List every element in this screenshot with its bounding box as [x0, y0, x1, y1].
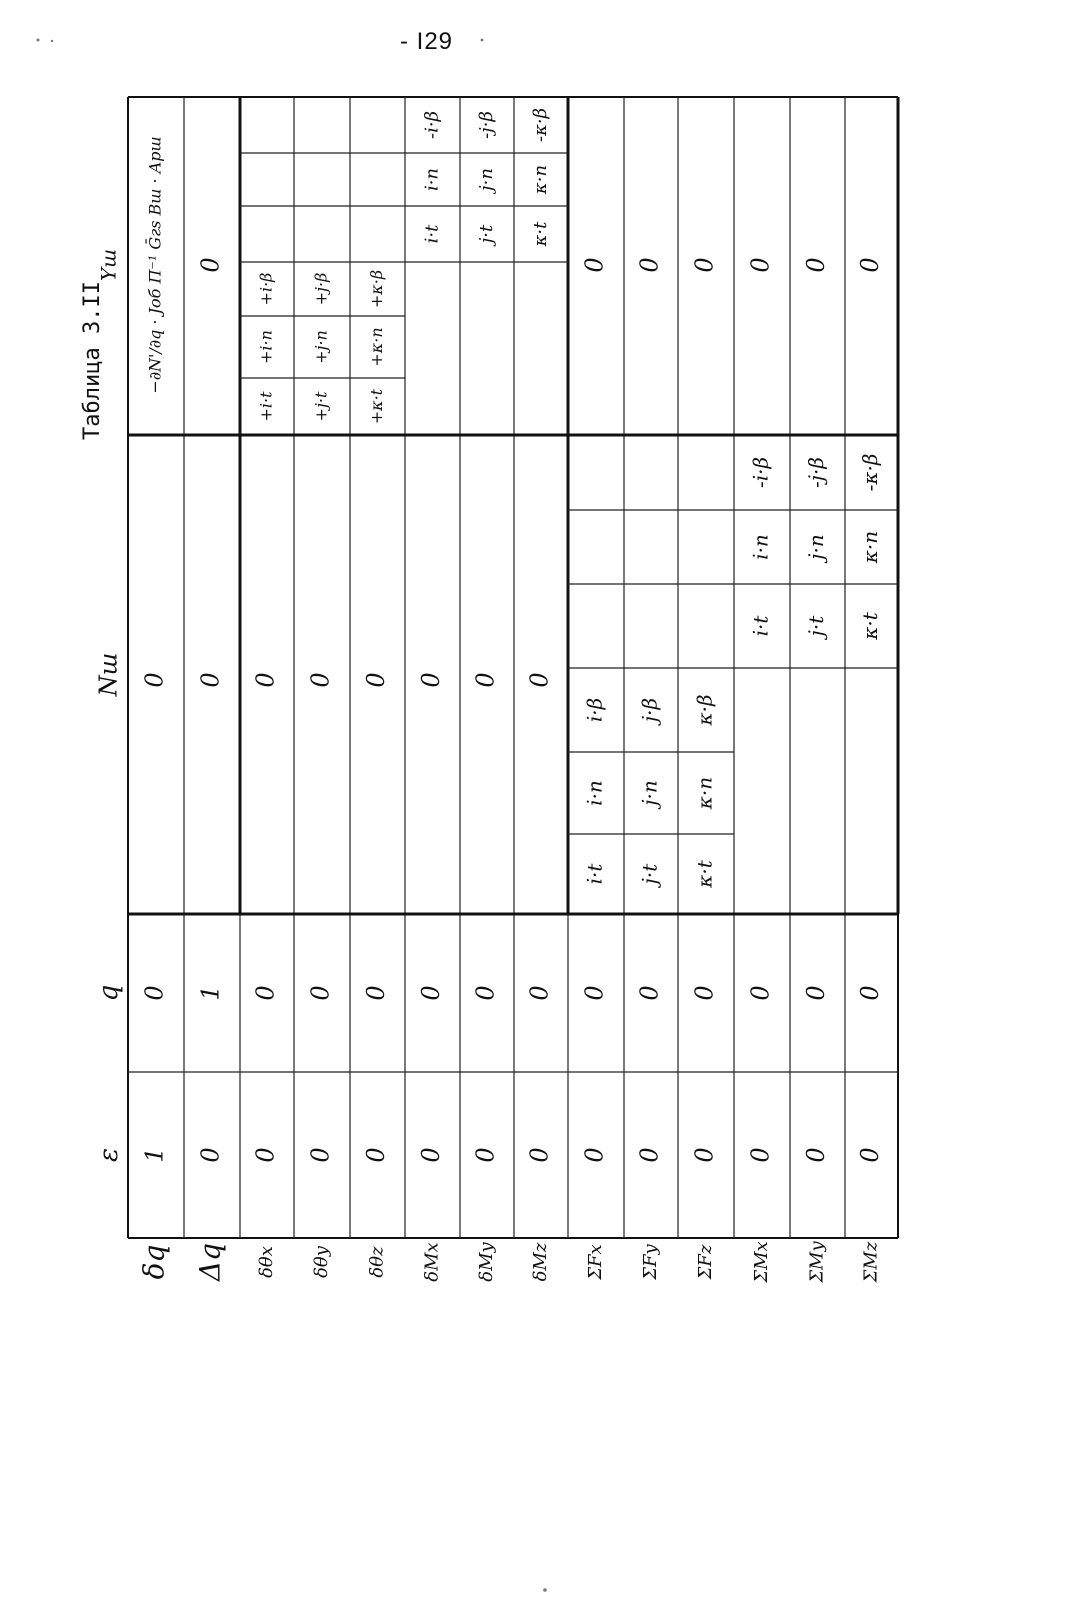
row-label: ΣMy [806, 1241, 828, 1283]
column-header-nw: Nш [94, 652, 123, 697]
nw-moment-cell: κ·n [858, 530, 882, 564]
nw-value: 0 [471, 672, 500, 688]
eps-value: 0 [635, 1147, 664, 1163]
row-label: δMz [530, 1242, 551, 1282]
nw-value: 0 [251, 672, 280, 688]
yw-top-cell: +κ·β [367, 269, 386, 309]
yw-mid-cell: j·n [476, 168, 497, 191]
nw-force-cell: κ·β [692, 694, 717, 726]
eps-value: 0 [856, 1147, 884, 1163]
yw-mid-cell: -i·β [421, 111, 443, 139]
eps-value: 0 [196, 1147, 225, 1163]
eps-value: 0 [525, 1147, 554, 1163]
q-value: 0 [140, 985, 169, 1001]
eps-value: 0 [251, 1147, 280, 1163]
nw-force-cell: i·t [582, 863, 607, 885]
yw-top-cell: +j·n [311, 330, 331, 364]
q-value: 0 [417, 985, 445, 1001]
yw-top-cell: +κ·t [367, 388, 386, 425]
row-label: ΣMx [751, 1241, 772, 1283]
yw-top-cell: +i·n [256, 330, 276, 364]
q-value: 1 [196, 985, 225, 1001]
yw-top-cell: +j·β [311, 272, 331, 306]
yw-subheader: −∂N'/∂q · Jоб Π⁻¹ Ḡгs Bш · Aрш [145, 136, 165, 394]
q-value: 0 [471, 985, 500, 1001]
yw-value: 0 [196, 257, 225, 273]
row-label: ΣFz [695, 1244, 716, 1280]
nw-value: 0 [525, 672, 554, 688]
yw-top-cell: +j·t [311, 391, 331, 422]
nw-value: 0 [362, 672, 390, 688]
yw-top-cell: +i·t [256, 391, 276, 422]
nw-force-cell: j·β [637, 697, 662, 723]
nw-value: 0 [196, 672, 225, 688]
q-value: 0 [746, 985, 775, 1001]
q-value: 0 [856, 985, 884, 1001]
yw-mid-cell: κ·t [530, 221, 551, 247]
yw-mid-cell: -j·β [476, 111, 497, 139]
row-label: δθz [366, 1246, 388, 1278]
nw-moment-cell: κ·t [858, 612, 882, 640]
yw-top-cell: +i·β [256, 272, 276, 306]
table-caption: Таблица 3.II [80, 281, 105, 440]
eps-value: 0 [306, 1147, 335, 1163]
q-value: 0 [251, 985, 280, 1001]
nw-force-cell: κ·n [692, 776, 717, 810]
eps-value: 0 [580, 1147, 609, 1163]
q-value: 0 [525, 985, 554, 1001]
yw-value: 0 [746, 257, 775, 273]
nw-force-cell: j·t [637, 863, 662, 885]
nw-force-cell: j·n [637, 780, 662, 806]
nw-value: 0 [140, 672, 169, 688]
row-label: δθy [311, 1246, 332, 1278]
eps-value: 1 [140, 1147, 169, 1163]
yw-top-cell: +κ·n [367, 327, 386, 367]
yw-mid-cell: i·n [421, 167, 443, 192]
q-value: 0 [635, 985, 664, 1001]
column-header-eps: ε [94, 1148, 124, 1162]
yw-value: 0 [802, 257, 830, 273]
q-value: 0 [362, 985, 390, 1001]
nw-value: 0 [306, 672, 335, 688]
q-value: 0 [802, 985, 830, 1001]
nw-moment-cell: j·n [804, 534, 828, 560]
eps-value: 0 [362, 1147, 390, 1163]
yw-mid-cell: j·t [476, 224, 497, 244]
nw-moment-cell: -κ·β [858, 453, 882, 492]
eps-value: 0 [746, 1147, 775, 1163]
yw-mid-cell: i·t [421, 224, 443, 244]
eps-value: 0 [471, 1147, 500, 1163]
row-label: δθx [256, 1246, 277, 1278]
nw-force-cell: i·n [582, 780, 607, 806]
row-label: ΣFy [640, 1244, 661, 1280]
nw-force-cell: i·β [582, 697, 607, 723]
row-label: δMx [421, 1242, 443, 1282]
column-header-yw: Yш [96, 248, 121, 282]
eps-value: 0 [802, 1147, 830, 1163]
yw-mid-cell: κ·n [530, 164, 551, 195]
eps-value: 0 [690, 1147, 719, 1163]
q-value: 0 [690, 985, 719, 1001]
nw-force-cell: κ·t [692, 860, 717, 888]
yw-value: 0 [690, 257, 719, 273]
row-label: Δq [193, 1242, 227, 1282]
row-label: ΣMz [860, 1241, 882, 1283]
nw-moment-cell: i·t [748, 615, 773, 637]
table-grid [128, 97, 898, 1238]
table-text [94, 108, 884, 1284]
nw-moment-cell: j·t [804, 615, 828, 637]
eps-value: 0 [417, 1147, 445, 1163]
q-value: 0 [306, 985, 335, 1001]
yw-value: 0 [635, 257, 664, 273]
nw-moment-cell: -j·β [804, 457, 828, 488]
yw-value: 0 [856, 257, 884, 273]
nw-moment-cell: i·n [748, 534, 773, 560]
column-header-q: q [94, 984, 124, 1002]
yw-mid-cell: -κ·β [530, 107, 551, 143]
row-label: δq [137, 1244, 171, 1280]
q-value: 0 [580, 985, 609, 1001]
page-number: - I29 [400, 28, 454, 55]
nw-moment-cell: -i·β [748, 456, 773, 489]
row-label: δMy [476, 1242, 497, 1282]
row-label: ΣFx [585, 1244, 606, 1280]
nw-value: 0 [417, 672, 445, 688]
yw-value: 0 [580, 257, 609, 273]
